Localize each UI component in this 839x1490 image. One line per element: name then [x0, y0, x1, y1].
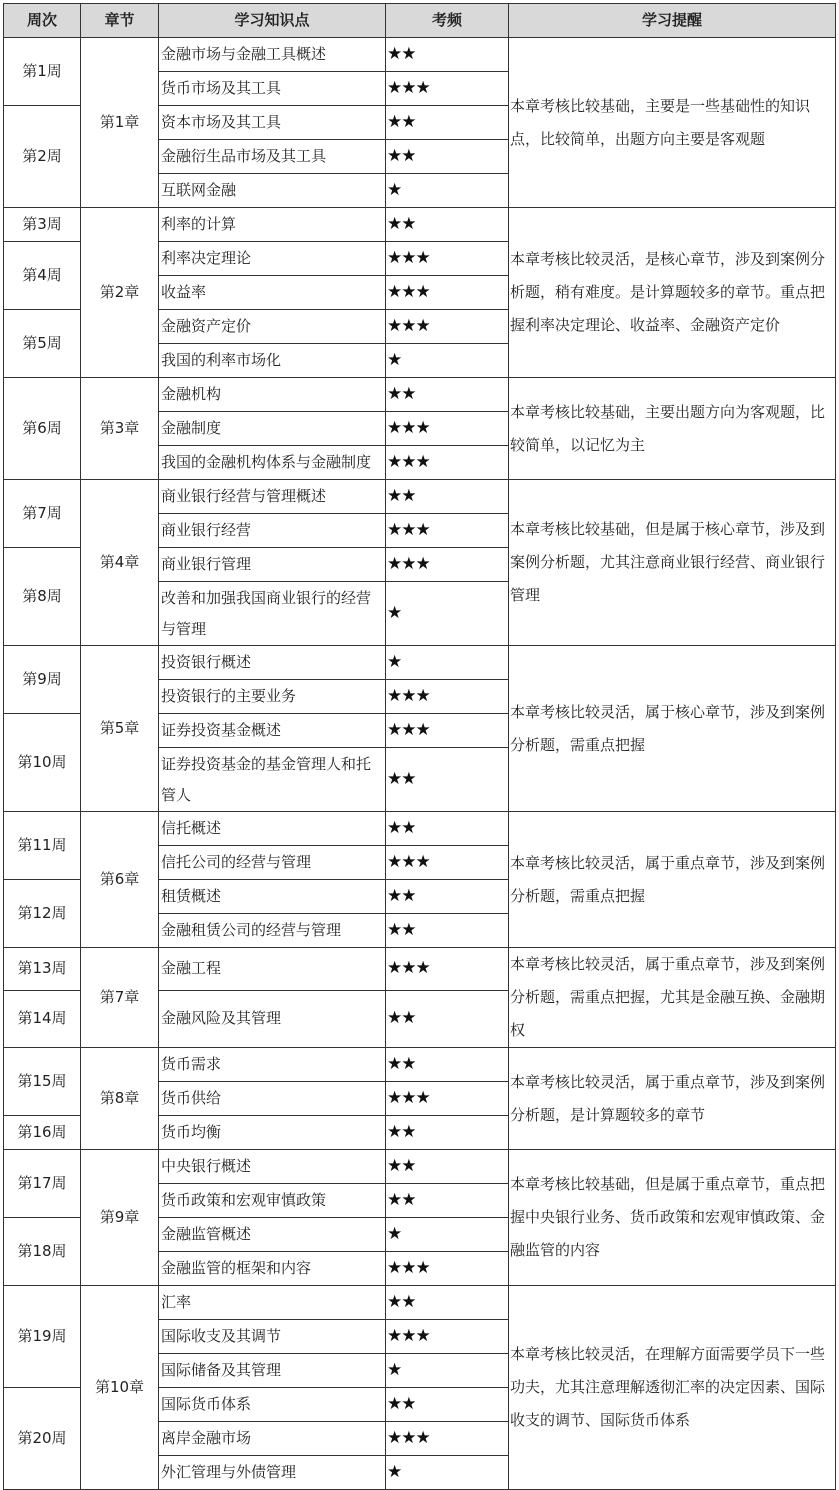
frequency-stars: ★★★	[386, 948, 509, 991]
topic-cell: 租赁概述	[159, 880, 386, 914]
week-cell: 第11周	[4, 812, 81, 880]
topic-cell: 信托概述	[159, 812, 386, 846]
frequency-stars: ★★	[386, 1286, 509, 1320]
topic-cell: 投资银行概述	[159, 646, 386, 680]
topic-cell: 互联网金融	[159, 174, 386, 208]
topic-cell: 金融租赁公司的经营与管理	[159, 914, 386, 948]
week-cell: 第4周	[4, 242, 81, 310]
frequency-stars: ★★	[386, 914, 509, 948]
frequency-stars: ★★★	[386, 680, 509, 714]
table-row	[4, 948, 836, 991]
frequency-stars: ★★★	[386, 1422, 509, 1456]
frequency-stars: ★★★	[386, 846, 509, 880]
frequency-stars: ★★	[386, 208, 509, 242]
topic-cell: 证券投资基金的基金管理人和托管人	[159, 748, 386, 812]
table-row	[4, 38, 836, 72]
topic-cell: 金融市场与金融工具概述	[159, 38, 386, 72]
frequency-stars: ★★★	[386, 412, 509, 446]
topic-cell: 国际储备及其管理	[159, 1354, 386, 1388]
week-cell: 第12周	[4, 880, 81, 948]
topic-cell: 改善和加强我国商业银行的经营与管理	[159, 582, 386, 646]
topic-cell: 利率决定理论	[159, 242, 386, 276]
study-reminder-cell: 本章考核比较灵活，是核心章节，涉及到案例分析题，稍有难度。是计算题较多的章节。重点把握利率决定理论、收益率、金融资产定价	[509, 208, 836, 378]
study-reminder-cell: 本章考核比较基础，但是属于重点章节，重点把握中央银行业务、货币政策和宏观审慎政策、金融监管的内容	[509, 1150, 836, 1286]
topic-cell: 商业银行经营与管理概述	[159, 480, 386, 514]
header-row	[4, 4, 836, 38]
frequency-stars: ★	[386, 1354, 509, 1388]
study-reminder-cell: 本章考核比较灵活，属于重点章节，涉及到案例分析题，需重点把握，尤其是金融互换、金融期权	[509, 948, 836, 1048]
week-cell: 第19周	[4, 1286, 81, 1388]
chapter-cell: 第5章	[81, 646, 159, 812]
frequency-stars: ★★★	[386, 1252, 509, 1286]
week-cell: 第18周	[4, 1218, 81, 1286]
topic-cell: 货币政策和宏观审慎政策	[159, 1184, 386, 1218]
frequency-stars: ★★	[386, 1116, 509, 1150]
week-cell: 第15周	[4, 1048, 81, 1116]
table-row	[4, 812, 836, 846]
table-row	[4, 1286, 836, 1320]
topic-cell: 外汇管理与外债管理	[159, 1456, 386, 1490]
frequency-stars: ★★	[386, 748, 509, 812]
topic-cell: 金融工程	[159, 948, 386, 991]
topic-cell: 信托公司的经营与管理	[159, 846, 386, 880]
frequency-stars: ★★	[386, 106, 509, 140]
header-chapter: 章节	[81, 4, 159, 38]
chapter-cell: 第7章	[81, 948, 159, 1048]
topic-cell: 金融资产定价	[159, 310, 386, 344]
frequency-stars: ★★★	[386, 276, 509, 310]
week-cell: 第2周	[4, 106, 81, 208]
frequency-stars: ★★	[386, 1150, 509, 1184]
study-reminder-cell: 本章考核比较基础，主要是一些基础性的知识点，比较简单，出题方向主要是客观题	[509, 38, 836, 208]
week-cell: 第9周	[4, 646, 81, 714]
frequency-stars: ★★	[386, 38, 509, 72]
chapter-cell: 第8章	[81, 1048, 159, 1150]
topic-cell: 金融监管的框架和内容	[159, 1252, 386, 1286]
study-reminder-cell: 本章考核比较灵活，属于核心章节，涉及到案例分析题，需重点把握	[509, 646, 836, 812]
topic-cell: 货币市场及其工具	[159, 72, 386, 106]
topic-cell: 金融衍生品市场及其工具	[159, 140, 386, 174]
frequency-stars: ★★	[386, 1048, 509, 1082]
study-reminder-cell: 本章考核比较灵活，属于重点章节，涉及到案例分析题，是计算题较多的章节	[509, 1048, 836, 1150]
chapter-cell: 第6章	[81, 812, 159, 948]
frequency-stars: ★★	[386, 480, 509, 514]
week-cell: 第16周	[4, 1116, 81, 1150]
header-frequency: 考频	[386, 4, 509, 38]
frequency-stars: ★★★	[386, 310, 509, 344]
frequency-stars: ★	[386, 174, 509, 208]
week-cell: 第13周	[4, 948, 81, 991]
frequency-stars: ★★★	[386, 1320, 509, 1354]
week-cell: 第14周	[4, 990, 81, 1047]
week-cell: 第17周	[4, 1150, 81, 1218]
study-reminder-cell: 本章考核比较灵活，在理解方面需要学员下一些功夫，尤其注意理解透彻汇率的决定因素、国际收支的调节、国际货币体系	[509, 1286, 836, 1490]
frequency-stars: ★★	[386, 1388, 509, 1422]
frequency-stars: ★	[386, 344, 509, 378]
topic-cell: 商业银行经营	[159, 514, 386, 548]
week-cell: 第8周	[4, 548, 81, 646]
topic-cell: 金融监管概述	[159, 1218, 386, 1252]
frequency-stars: ★★	[386, 812, 509, 846]
frequency-stars: ★★★	[386, 548, 509, 582]
topic-cell: 金融风险及其管理	[159, 990, 386, 1047]
topic-cell: 金融机构	[159, 378, 386, 412]
table-row	[4, 378, 836, 412]
frequency-stars: ★★	[386, 990, 509, 1047]
week-cell: 第3周	[4, 208, 81, 242]
topic-cell: 利率的计算	[159, 208, 386, 242]
frequency-stars: ★	[386, 646, 509, 680]
topic-cell: 我国的利率市场化	[159, 344, 386, 378]
table-row	[4, 1048, 836, 1082]
topic-cell: 货币均衡	[159, 1116, 386, 1150]
week-cell: 第1周	[4, 38, 81, 106]
frequency-stars: ★★★	[386, 714, 509, 748]
topic-cell: 资本市场及其工具	[159, 106, 386, 140]
study-plan-table	[3, 3, 836, 1490]
frequency-stars: ★★★	[386, 1082, 509, 1116]
topic-cell: 证券投资基金概述	[159, 714, 386, 748]
frequency-stars: ★	[386, 1218, 509, 1252]
frequency-stars: ★	[386, 582, 509, 646]
topic-cell: 我国的金融机构体系与金融制度	[159, 446, 386, 480]
frequency-stars: ★★★	[386, 242, 509, 276]
week-cell: 第10周	[4, 714, 81, 812]
study-reminder-cell: 本章考核比较灵活，属于重点章节，涉及到案例分析题，需重点把握	[509, 812, 836, 948]
topic-cell: 国际收支及其调节	[159, 1320, 386, 1354]
topic-cell: 汇率	[159, 1286, 386, 1320]
frequency-stars: ★★★	[386, 72, 509, 106]
topic-cell: 商业银行管理	[159, 548, 386, 582]
table-body	[4, 38, 836, 1490]
table-row	[4, 208, 836, 242]
chapter-cell: 第4章	[81, 480, 159, 646]
topic-cell: 投资银行的主要业务	[159, 680, 386, 714]
chapter-cell: 第3章	[81, 378, 159, 480]
topic-cell: 货币供给	[159, 1082, 386, 1116]
topic-cell: 货币需求	[159, 1048, 386, 1082]
header-reminder: 学习提醒	[509, 4, 836, 38]
chapter-cell: 第9章	[81, 1150, 159, 1286]
chapter-cell: 第10章	[81, 1286, 159, 1490]
table-row	[4, 480, 836, 514]
topic-cell: 收益率	[159, 276, 386, 310]
week-cell: 第6周	[4, 378, 81, 480]
topic-cell: 中央银行概述	[159, 1150, 386, 1184]
frequency-stars: ★★	[386, 140, 509, 174]
frequency-stars: ★★	[386, 1184, 509, 1218]
frequency-stars: ★★★	[386, 514, 509, 548]
topic-cell: 金融制度	[159, 412, 386, 446]
study-reminder-cell: 本章考核比较基础，但是属于核心章节，涉及到案例分析题，尤其注意商业银行经营、商业银行管理	[509, 480, 836, 646]
study-reminder-cell: 本章考核比较基础，主要出题方向为客观题，比较简单，以记忆为主	[509, 378, 836, 480]
topic-cell: 离岸金融市场	[159, 1422, 386, 1456]
week-cell: 第7周	[4, 480, 81, 548]
frequency-stars: ★★	[386, 880, 509, 914]
frequency-stars: ★★	[386, 378, 509, 412]
chapter-cell: 第2章	[81, 208, 159, 378]
header-topic: 学习知识点	[159, 4, 386, 38]
header-week: 周次	[4, 4, 81, 38]
week-cell: 第20周	[4, 1388, 81, 1490]
chapter-cell: 第1章	[81, 38, 159, 208]
frequency-stars: ★	[386, 1456, 509, 1490]
week-cell: 第5周	[4, 310, 81, 378]
frequency-stars: ★★★	[386, 446, 509, 480]
table-row	[4, 1150, 836, 1184]
topic-cell: 国际货币体系	[159, 1388, 386, 1422]
table-row	[4, 646, 836, 680]
